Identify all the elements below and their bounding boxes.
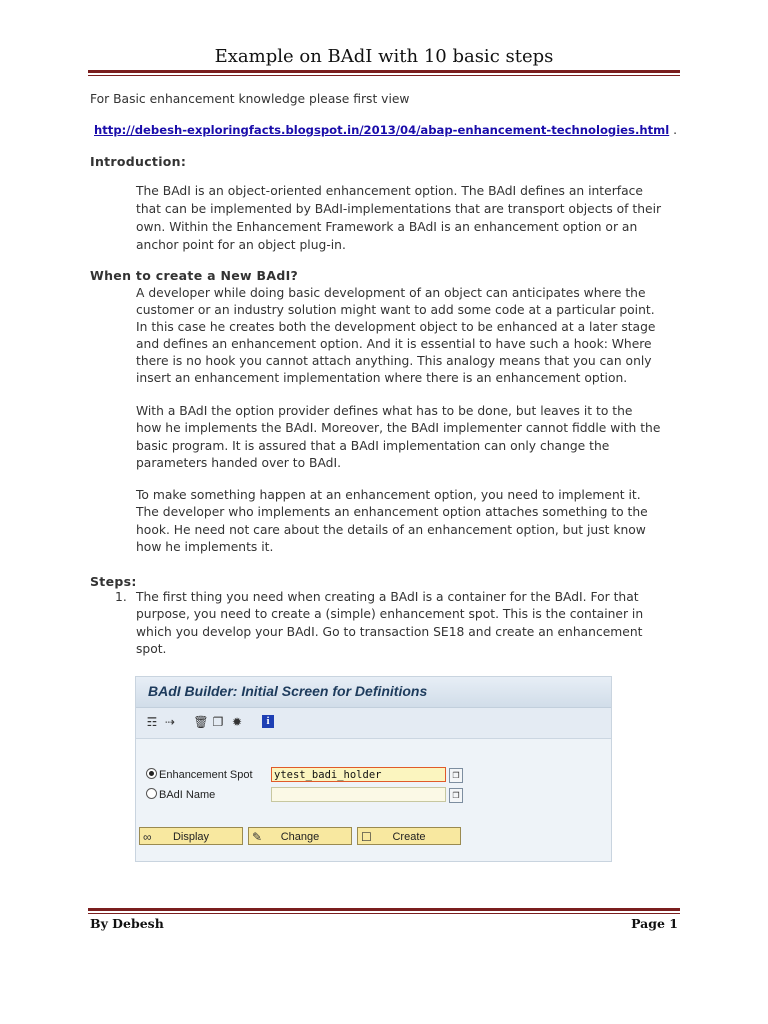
text-line: In this case he creates both the development object to be enhanced at a later stage [136, 320, 656, 334]
create-button-label: Create [392, 831, 426, 843]
radio-badi-name-label: BAdI Name [159, 789, 216, 801]
footer-rule-thin [88, 913, 680, 914]
info-icon[interactable]: i [262, 715, 274, 728]
header-rule-thick [88, 70, 680, 73]
display-button[interactable] [139, 827, 243, 845]
introduction-heading: Introduction: [90, 154, 187, 169]
badi-name-input[interactable] [271, 787, 446, 802]
text-line: own. Within the Enhancement Framework a BAdI is an enhancement option or an [136, 220, 638, 234]
link-line [94, 122, 677, 140]
glasses-icon: ∞ [143, 830, 152, 844]
display-button-label: Display [172, 831, 210, 843]
text-line: customer or an industry solution might want to add some code at a particular point. [136, 303, 655, 317]
text-line: there is no hook you cannot attach anything. This analogy means that you can only [136, 354, 652, 368]
radio-enhancement-spot[interactable] [146, 768, 253, 781]
text-line: and defines an enhancement option. And it is essential to have such a hook: Where [136, 337, 652, 351]
change-button[interactable] [248, 827, 352, 845]
pencil-icon: ✎ [252, 830, 263, 844]
sap-title-bar [136, 677, 611, 708]
radio-badi-name[interactable] [146, 788, 215, 801]
activate-icon[interactable]: ✹ [231, 715, 243, 729]
sap-application-toolbar [136, 708, 611, 739]
change-button-label: Change [280, 831, 320, 843]
radio-enhancement-spot-label: Enhancement Spot [159, 769, 253, 781]
text-line: A developer while doing basic development of an object can anticipates where the [136, 286, 646, 300]
text-line: To make something happen at an enhancement option, you need to implement it. [136, 488, 641, 502]
f4-help-icon[interactable]: ❐ [449, 788, 463, 803]
enhancement-spot-input[interactable]: ytest_badi_holder [271, 767, 446, 782]
new-document-icon: ☐ [361, 830, 372, 844]
radio-unselected-icon[interactable] [146, 788, 157, 799]
text-line: hook. He need not care about the details of an enhancement option, but just know [136, 523, 646, 537]
text-line: which you develop your BAdI. Go to transaction SE18 and create an enhancement [136, 625, 643, 639]
text-line: spot. [136, 642, 167, 656]
other-object-icon[interactable]: ☶ [146, 715, 158, 729]
text-line: basic program. It is assured that a BAdI implementation can only change the [136, 439, 610, 453]
copy-icon[interactable]: ❐ [212, 715, 224, 729]
text-line: The first thing you need when creating a BAdI is a container for the BAdI. For that [136, 590, 639, 604]
steps-heading: Steps: [90, 574, 137, 589]
link-trail: . [673, 123, 678, 137]
text-line: how he implements it. [136, 540, 274, 554]
intro-line: For Basic enhancement knowledge please first view [90, 92, 410, 106]
text-line: insert an enhancement implementation where there is an enhancement option. [136, 371, 628, 385]
text-line: anchor point for an object plug-in. [136, 238, 346, 252]
sap-screen-body [136, 739, 611, 861]
footer-rule-thick [88, 908, 680, 911]
radio-selected-icon[interactable] [146, 768, 157, 779]
sap-screen-title: BAdI Builder: Initial Screen for Definitions [148, 683, 428, 699]
text-line: The BAdI is an object-oriented enhancement option. The BAdI defines an interface [136, 184, 643, 198]
text-line: With a BAdI the option provider defines what has to be done, but leaves it to the [136, 404, 633, 418]
text-line: parameters handed over to BAdI. [136, 456, 342, 470]
create-button[interactable] [357, 827, 461, 845]
footer-page-number: Page 1 [631, 916, 678, 931]
navigate-icon[interactable]: ⇢ [164, 715, 176, 729]
page-header: Example on BAdI with 10 basic steps [214, 46, 554, 67]
f4-help-icon[interactable]: ❐ [449, 768, 463, 783]
sap-badi-builder-screenshot [135, 676, 612, 862]
text-line: The developer who implements an enhancement option attaches something to the [136, 505, 648, 519]
text-line: purpose, you need to create a (simple) enhancement spot. This is the container in [136, 607, 644, 621]
step-number: 1. [115, 590, 127, 604]
when-heading: When to create a New BAdI? [90, 268, 299, 283]
text-line: how he implements the BAdI. Moreover, the BAdI implementer cannot fiddle with the [136, 421, 661, 435]
blog-link[interactable]: http://debesh-exploringfacts.blogspot.in/2013/04/abap-enhancement-technologies.html [94, 123, 670, 137]
header-rule-thin [88, 75, 680, 76]
footer-author: By Debesh [90, 916, 164, 931]
delete-icon[interactable]: 🗑 [193, 715, 209, 729]
text-line: that can be implemented by BAdI-implementations that are transport objects of their [136, 202, 662, 216]
